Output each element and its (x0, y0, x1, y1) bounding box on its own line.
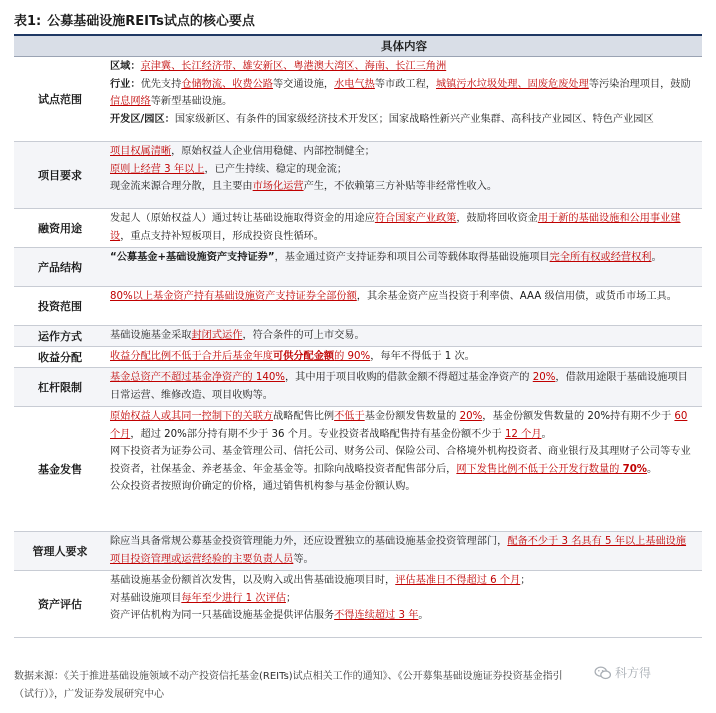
content-text: ，每年不得低于 1 次。 (370, 351, 475, 362)
table-row (14, 209, 702, 248)
table-number: 表1: (14, 14, 42, 29)
content-text: 资产评估机构为同一只基础设施基金提供评估服务 (110, 610, 335, 621)
row-content (106, 287, 702, 325)
table-row (14, 347, 702, 368)
row-content (106, 368, 702, 406)
row-content (106, 142, 702, 208)
content-text: 。 (651, 252, 662, 263)
table-body (14, 57, 702, 638)
content-text: 国家级新区、有条件的国家级经济技术开发区；国家战略性新兴产业集群、高科技产业园区、特色产业园区 (174, 113, 654, 125)
content-text: ，借款用途限于基础设施项目日常运营、维修改造、项目收购等。 (110, 372, 688, 401)
content-text: 对基础设施项目 (110, 592, 182, 604)
highlighted-text: 完全所有权或经营权利 (549, 252, 652, 263)
content-line (110, 210, 696, 245)
row-label: 投资范围 (38, 300, 82, 313)
highlighted-text: 可供分配金额 (273, 351, 335, 362)
row-content (106, 532, 702, 570)
content-text: ，已产生持续、稳定的现金流； (204, 163, 348, 175)
highlighted-text: 70% (622, 463, 648, 475)
highlighted-text: 每年至少进行 1 次评估 (181, 592, 286, 604)
content-text: 网下投资者为证券公司、基金管理公司、信托公司、财务公司、保险公司、合格境外机构投资者、商业银行及其理财子公司等专业投资者，社保基金、养老基金、年金基金等。扣除向战略投资者配售部分后， (110, 446, 691, 475)
table-row (14, 248, 702, 287)
content-text: “公募基金+基础设施资产支持证券” (110, 252, 275, 263)
highlighted-text: 80%以上基金资产持有基础设施资产支持证券全部份额 (110, 291, 357, 302)
row-label: 产品结构 (38, 261, 82, 274)
content-text: 等污染治理项目，鼓励 (588, 78, 691, 90)
highlighted-text: 原则上经营 3 年以上 (110, 163, 205, 175)
content-text: ，原始权益人企业信用稳健、内部控制健全； (171, 146, 375, 157)
content-text: ； (520, 575, 531, 586)
highlighted-text: 京津冀、长江经济带、雄安新区、粤港澳大湾区、海南、长江三角洲 (140, 61, 447, 72)
wechat-icon (594, 666, 612, 680)
content-line (110, 348, 696, 366)
table-title (14, 10, 255, 29)
highlighted-text: 仓储物流、收费公路 (181, 78, 273, 90)
table-title-text: 公募基础设施REITs试点的核心要点 (47, 14, 255, 29)
row-label: 杠杆限制 (38, 381, 82, 394)
highlighted-text: 基金总资产不超过基金净资产的 140% (110, 372, 285, 383)
content-text: ，鼓励将回收资金 (456, 213, 538, 224)
content-text: ，基金通过资产支持证券和项目公司等载体取得基础设施项目 (274, 252, 550, 263)
row-content (106, 209, 702, 247)
content-text: ，基金份额发售数量的 20%持有期不少于 (482, 411, 675, 422)
content-text: 除应当具备常规公募基金投资管理能力外，还应设置独立的基础设施基金投资管理部门， (110, 536, 508, 547)
row-content (106, 326, 702, 346)
highlighted-text: 评估基准日不得超过 6 个月 (395, 575, 521, 586)
content-line (110, 408, 696, 443)
highlighted-text: 20% (459, 411, 483, 422)
row-label: 试点范围 (38, 93, 82, 106)
content-text: 。 (418, 610, 429, 621)
content-text: 。 (541, 428, 552, 440)
content-text: 战略配售比例 (273, 411, 335, 422)
highlighted-text: 信息网络 (110, 96, 151, 107)
content-text: 优先支持 (140, 78, 182, 90)
content-text: 等市政工程， (374, 78, 436, 90)
row-content (106, 248, 702, 286)
content-text: 开发区/园区： (110, 113, 175, 125)
content-line (110, 76, 696, 111)
content-line (110, 161, 696, 179)
row-label: 项目要求 (38, 169, 82, 182)
row-content (106, 571, 702, 637)
content-line (110, 572, 696, 590)
content-line (110, 143, 696, 161)
content-text: ，超过 20%部分持有期不少于 36 个月。专业投资者战略配售持有基金份额不少于 (130, 428, 505, 440)
row-content (106, 407, 702, 531)
content-line (110, 111, 696, 129)
content-text: ，其余基金资产应当投资于利率债、AAA 级信用债，或货币市场工具。 (356, 291, 677, 302)
content-text: ，符合条件的可上市交易。 (242, 330, 365, 341)
content-text: 区域： (110, 61, 141, 72)
content-text: 基础设施基金份额首次发售，以及购入或出售基础设施项目时， (110, 575, 396, 586)
content-line (110, 443, 696, 478)
content-line (110, 327, 696, 345)
content-text: 基金份额发售数量的 (364, 411, 460, 422)
highlighted-text: 项目权属清晰 (110, 146, 172, 157)
content-line (110, 58, 696, 76)
highlighted-text: 用于新的基础设施和公用事业建设 (110, 213, 681, 242)
highlighted-text: 原始权益人或其同一控制下的关联方 (110, 411, 273, 422)
content-line (110, 178, 696, 196)
source-line-2: （试行）》，广发证券发展研究中心 (14, 689, 164, 700)
content-text: 产生，不依赖第三方补贴等非经常性收入。 (303, 181, 498, 192)
table-row (14, 368, 702, 407)
content-text: 现金流来源合理分散，且主要由 (110, 181, 253, 192)
highlighted-text: 12 个月 (504, 428, 542, 440)
content-text: 发起人（原始权益人）通过转让基础设施取得资金的用途应 (110, 213, 375, 224)
highlighted-text: 不低于 (334, 411, 365, 422)
row-content (106, 347, 702, 367)
content-text: ，其中用于项目收购的借款金额不得超过基金净资产的 (285, 372, 533, 383)
table-row (14, 326, 702, 347)
table-header (14, 36, 702, 57)
row-label: 收益分配 (38, 351, 82, 364)
highlighted-text: 符合国家产业政策 (374, 213, 457, 224)
table-row (14, 407, 702, 532)
content-text: 等新型基础设施。 (150, 96, 233, 107)
content-text: 等交通设施， (273, 78, 335, 90)
row-label: 融资用途 (38, 222, 82, 235)
content-text: 基础设施基金采取 (110, 330, 192, 341)
highlighted-text: 配备不少于 3 名具有 5 年以上基础设施项目投资管理或运营经验的主要负责人员 (110, 536, 687, 565)
highlighted-text: 水电气热 (334, 78, 375, 90)
highlighted-text: 封闭式运作 (191, 330, 243, 341)
table-row (14, 57, 702, 142)
content-text: 等。 (293, 553, 314, 565)
content-line (110, 590, 696, 608)
row-label: 管理人要求 (32, 545, 88, 558)
highlighted-text: 城镇污水垃圾处理、固废危废处理 (436, 78, 589, 90)
watermark (594, 664, 651, 681)
highlighted-text: 60 个月 (110, 411, 688, 440)
highlighted-text: 市场化运营 (252, 181, 304, 192)
table-row (14, 142, 702, 209)
row-label: 资产评估 (38, 598, 82, 611)
content-text: ； (285, 592, 297, 604)
row-label: 基金发售 (38, 463, 82, 476)
content-line (110, 288, 696, 306)
highlighted-text: 不得连续超过 3 年 (334, 610, 419, 621)
content-line (110, 607, 696, 625)
highlighted-text: 的 90% (334, 351, 371, 362)
content-text: 。 (647, 463, 658, 475)
highlighted-text: 20% (532, 372, 556, 383)
row-content (106, 57, 702, 141)
content-text: ，重点支持补短板项目，形成投资良性循环。 (120, 230, 324, 242)
highlighted-text: 网下发售比例不低于公开发行数量的 (456, 463, 623, 475)
content-text: 行业： (110, 78, 141, 90)
highlighted-text: 收益分配比例不低于合并后基金年度 (110, 351, 273, 362)
content-text: 公众投资者按照询价确定的价格，通过销售机构参与基金份额认购。 (110, 481, 416, 492)
content-line (110, 533, 696, 568)
table-row (14, 287, 702, 326)
content-line (110, 249, 696, 267)
table-row (14, 532, 702, 571)
header-content-cell: 具体内容 (381, 39, 427, 53)
content-line (110, 369, 696, 404)
source-line-1: 数据来源：《关于推进基础设施领域不动产投资信托基金(REITs)试点相关工作的通知》、《公开募集基础设施证券投资基金指引 (14, 671, 563, 682)
watermark-text: 科方得 (615, 666, 652, 680)
reits-table (14, 34, 702, 638)
table-row (14, 571, 702, 638)
content-line (110, 478, 696, 496)
row-label: 运作方式 (38, 330, 82, 343)
